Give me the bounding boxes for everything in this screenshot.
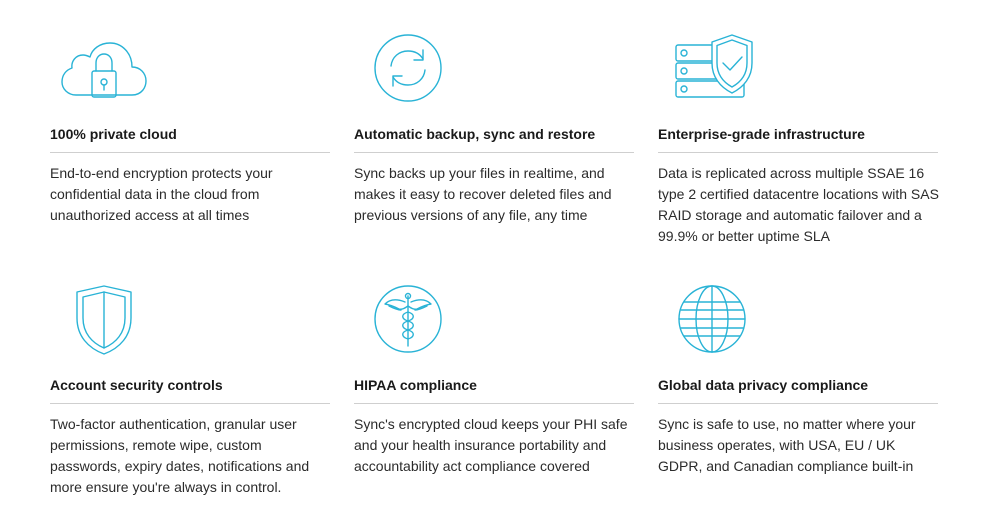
sync-arrows-icon	[373, 33, 443, 103]
feature-description: Two-factor authentication, granular user permissions, remote wipe, custom passwords, expiry dates, notifications and more ensure you're always in control.	[50, 416, 310, 495]
feature-description: Sync backs up your files in realtime, and makes it easy to recover deleted files and previous versions of any file, any time	[354, 165, 612, 223]
feature-description: Sync's encrypted cloud keeps your PHI safe and your health insurance portability and accountability act compliance covered	[354, 416, 628, 474]
feature-icon-container	[50, 37, 330, 117]
feature-title: HIPAA compliance	[354, 377, 477, 393]
divider	[50, 152, 330, 153]
divider	[354, 152, 634, 153]
feature-icon-container	[658, 37, 938, 117]
divider	[658, 152, 938, 153]
shield-icon	[74, 284, 134, 356]
feature-title: Account security controls	[50, 377, 223, 393]
feature-title: Global data privacy compliance	[658, 377, 869, 393]
cloud-lock-icon	[60, 37, 150, 101]
divider	[354, 403, 634, 404]
feature-description: Sync is safe to use, no matter where your business operates, with USA, EU / UK GDPR, and Canadian compliance built-in	[658, 416, 916, 474]
caduceus-icon	[373, 284, 443, 354]
feature-icon-container	[658, 288, 938, 368]
feature-title: 100% private cloud	[50, 126, 177, 142]
feature-description: Data is replicated across multiple SSAE 16 type 2 certified datacentre locations with SAS RAID storage and automatic failover and a 99.9% or better uptime SLA	[658, 165, 939, 244]
feature-description: End-to-end encryption protects your confidential data in the cloud from unauthorized access at all times	[50, 165, 273, 223]
feature-title: Automatic backup, sync and restore	[354, 126, 596, 142]
divider	[50, 403, 330, 404]
feature-icon-container	[354, 288, 634, 368]
globe-icon	[677, 284, 747, 354]
divider	[658, 403, 938, 404]
server-shield-icon	[674, 33, 758, 101]
feature-icon-container	[50, 288, 330, 368]
feature-icon-container	[354, 37, 634, 117]
feature-title: Enterprise-grade infrastructure	[658, 126, 865, 142]
